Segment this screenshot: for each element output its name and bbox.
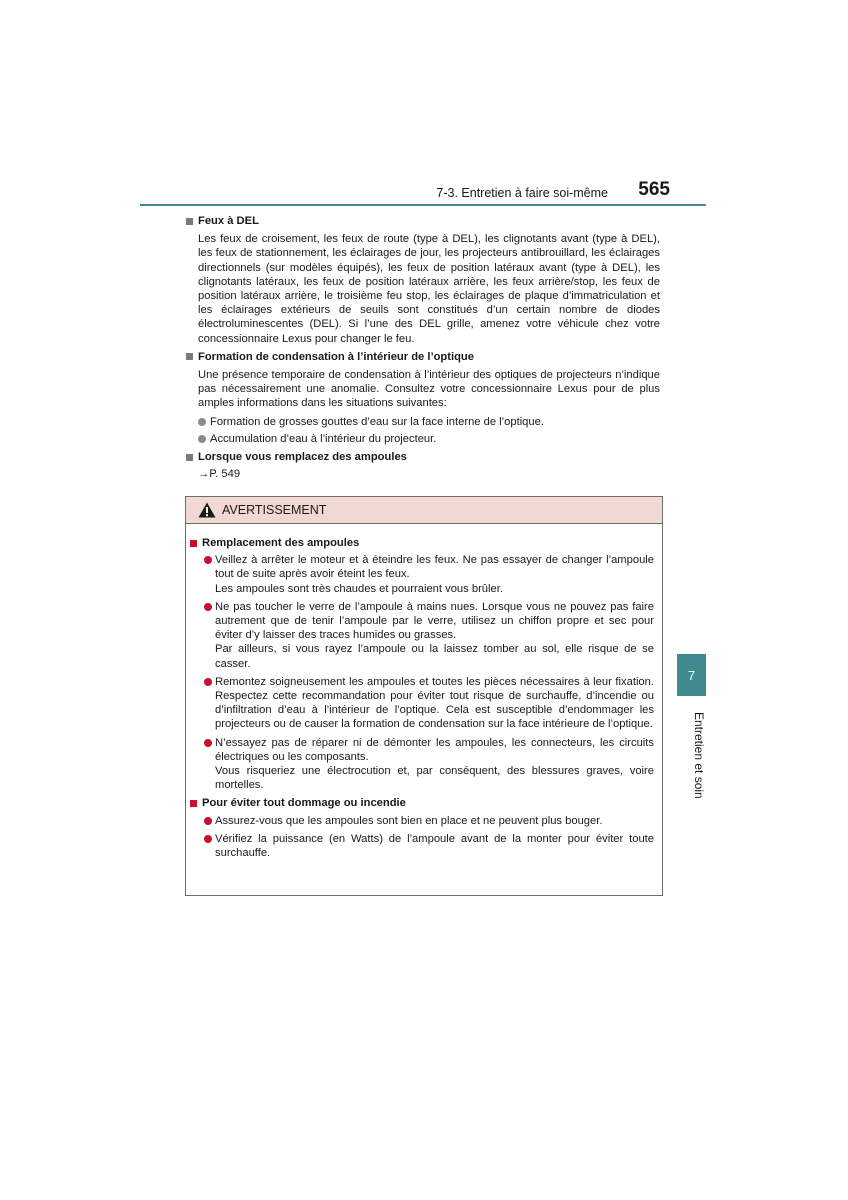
list-item: Assurez-vous que les ampoules sont bien en place et ne peuvent plus bouger. — [204, 814, 654, 828]
chapter-tab[interactable]: 7 — [677, 654, 706, 696]
red-square-icon — [190, 540, 197, 547]
square-bullet-icon — [186, 454, 193, 461]
list-item: Veillez à arrêter le moteur et à éteindre les feux. Ne pas essayer de changer l’ampoule tout de suite après avoir éteint les feux. Les ampoules sont très chaudes et pourraient vous brûler. — [204, 553, 654, 596]
warning-box — [185, 496, 663, 896]
red-circle-bullet-icon — [204, 835, 212, 843]
chapter-label: Entretien et soin — [692, 712, 706, 799]
list-item: Vérifiez la puissance (en Watts) de l’ampoule avant de la monter pour éviter toute surchauffe. — [204, 832, 654, 860]
list-item: Ne pas toucher le verre de l’ampoule à mains nues. Lorsque vous ne pouvez pas faire autrement que de tenir l’ampoule par le verre, utilisez un chiffon propre et sec pour éviter d’y laisser des traces humides ou grasses. Par ailleurs, si vous rayez l’ampoule ou la laissez tomber au sol, elle risque de se casser. — [204, 600, 654, 671]
section-title: 7-3. Entretien à faire soi-même — [436, 186, 608, 200]
warning-body — [186, 524, 662, 860]
red-circle-bullet-icon — [204, 556, 212, 564]
heading-remplacement: Lorsque vous remplacez des ampoules — [186, 450, 660, 464]
paragraph-condensation: Une présence temporaire de condensation à l’intérieur des optiques de projecteurs n’indique pas nécessairement une anomalie. Consultez votre concessionnaire Lexus pour de plus amples informations dans les situations suivantes: — [198, 369, 660, 410]
heading-feux-del: Feux à DEL — [186, 214, 660, 228]
list-item: N’essayez pas de réparer ni de démonter les ampoules, les connecteurs, les circuits électriques ou les composants. Vous risqueriez une électrocution et, par conséquent, des blessures graves, voire mortelles. — [204, 736, 654, 793]
list-item: Accumulation d’eau à l’intérieur du projecteur. — [198, 432, 660, 446]
square-bullet-icon — [186, 218, 193, 225]
warning-heading-dommage: Pour éviter tout dommage ou incendie — [190, 796, 658, 810]
warning-title: AVERTISSEMENT — [222, 503, 327, 517]
paragraph-feux-del: Les feux de croisement, les feux de route (type à DEL), les clignotants avant (type à DEL), les feux de stationnement, les éclairages de jour, les projecteurs antibrouillard, les éclairages directionnels (sur modèles équipés), les feux de position latéraux avant (type à DEL), les clignotants latéraux, les feux de position latéraux arrière, les feux arrière/stop, les feux de position latéraux arrière, le troisième feu stop, les éclairages de plaque d’immatriculation et les éclairages extérieurs de seuils sont constitués d’un certain nombre de diodes électroluminescentes (DEL). Si l’une des DEL grille, amenez votre véhicule chez votre concessionnaire Lexus pour changer le feu. — [198, 233, 660, 345]
red-square-icon — [190, 800, 197, 807]
warning-header — [186, 497, 662, 524]
circle-bullet-icon — [198, 435, 206, 443]
page-number: 565 — [638, 179, 670, 200]
page-reference-link[interactable]: →P. 549 — [198, 468, 241, 481]
warning-triangle-icon — [198, 502, 216, 518]
main-content — [186, 214, 660, 481]
red-circle-bullet-icon — [204, 678, 212, 686]
list-item: Remontez soigneusement les ampoules et toutes les pièces nécessaires à leur fixation. Respectez cette recommandation pour éviter tout risque de surchauffe, d’incendie ou d’infiltration d’eau à l’intérieur de l’optique. Cela est susceptible d’endommager les projecteurs ou de causer la formation de condensation sur la face intérieure de l’optique. — [204, 675, 654, 732]
square-bullet-icon — [186, 353, 193, 360]
red-circle-bullet-icon — [204, 817, 212, 825]
list-item: Formation de grosses gouttes d’eau sur la face interne de l’optique. — [198, 415, 660, 429]
circle-bullet-icon — [198, 418, 206, 426]
page-header — [140, 178, 706, 206]
heading-condensation: Formation de condensation à l’intérieur de l’optique — [186, 350, 660, 364]
warning-heading-remplacement: Remplacement des ampoules — [190, 536, 658, 550]
red-circle-bullet-icon — [204, 739, 212, 747]
red-circle-bullet-icon — [204, 603, 212, 611]
